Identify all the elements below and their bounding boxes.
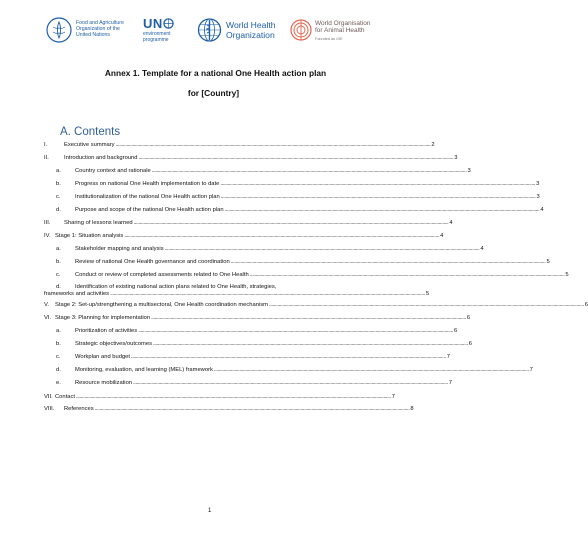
annex-subtitle: for [Country] xyxy=(187,88,240,98)
toc-entry-number: d. xyxy=(56,367,61,373)
toc-entry-page: 5 xyxy=(546,259,550,265)
toc-entry-page: 4 xyxy=(480,246,484,252)
toc-entry[interactable] xyxy=(44,394,395,401)
toc-entry-page: 3 xyxy=(467,168,471,174)
toc-entry-page: 6 xyxy=(466,315,471,321)
woah-logo xyxy=(288,16,403,50)
toc-entry-page: 7 xyxy=(391,394,395,400)
toc-entry[interactable] xyxy=(44,155,458,162)
toc-entry[interactable] xyxy=(44,406,414,413)
toc-entry-number: d. xyxy=(56,284,61,290)
who-name: World Health Organization xyxy=(226,20,276,40)
toc-entry[interactable] xyxy=(44,354,450,361)
toc-entry-label xyxy=(56,168,151,175)
toc-entry-text: frameworks and activities xyxy=(44,291,110,297)
toc-entry-number: c. xyxy=(56,194,61,200)
toc-entry-page: 6 xyxy=(453,328,458,334)
toc-entry-number: b. xyxy=(56,341,61,347)
toc-leader-dots: .................................................................................................................................................................................................................................................................... xyxy=(110,291,425,297)
toc-entry-page: 6 xyxy=(468,341,472,347)
toc-entry-text: Stage 1: Situation analysis xyxy=(55,233,124,239)
toc-entry-label xyxy=(44,233,123,240)
toc-entry-page: 3 xyxy=(536,194,540,200)
toc-entry-text: Stage 2: Set-up/strengthening a multisectoral, One Health coordination mechanism xyxy=(55,302,268,308)
toc-entry-label xyxy=(44,155,137,162)
toc-entry[interactable] xyxy=(44,315,471,322)
toc-entry-page: 2 xyxy=(431,142,435,148)
toc-leader-dots: .................................................................................................................................................................................................................................................................... xyxy=(124,233,440,239)
toc-entry-number: a. xyxy=(56,246,61,252)
toc-entry-label xyxy=(44,220,133,227)
toc-entry-text: Executive summary xyxy=(64,142,115,148)
toc-entry-number: VI. xyxy=(44,315,52,321)
toc-entry-label xyxy=(56,367,213,374)
toc-entry-number: d. xyxy=(56,207,61,213)
toc-entry-number: b. xyxy=(56,259,61,265)
toc-entry-number: V. xyxy=(44,302,49,308)
toc-entry-label xyxy=(44,394,75,401)
toc-leader-dots: .................................................................................................................................................................................................................................................................... xyxy=(131,354,446,360)
fao-emblem-icon xyxy=(46,16,72,44)
toc-entry-label xyxy=(56,207,224,214)
toc-entry[interactable] xyxy=(44,284,374,291)
toc-entry-number: VIII. xyxy=(44,406,55,412)
toc-leader-dots: .................................................................................................................................................................................................................................................................... xyxy=(213,367,529,373)
toc-entry-label xyxy=(56,380,132,387)
toc-entry[interactable] xyxy=(44,272,569,279)
toc-entry-label xyxy=(56,284,276,291)
toc-entry-label xyxy=(56,354,130,361)
toc-entry-label xyxy=(56,181,219,188)
toc-entry-text: Contact xyxy=(55,394,75,400)
toc-entry-text: Monitoring, evaluation, and learning (MEL) framework xyxy=(75,367,213,373)
toc-leader-dots: .................................................................................................................................................................................................................................................................... xyxy=(138,328,453,334)
toc-entry-number: II. xyxy=(44,155,49,161)
toc-leader-dots: .................................................................................................................................................................................................................................................................... xyxy=(94,406,410,412)
toc-entry-text: Stage 3: Planning for implementation xyxy=(55,315,151,321)
toc-entry-page: 4 xyxy=(440,233,444,239)
toc-entry-text: Prioritization of activities xyxy=(75,328,138,334)
toc-entry[interactable] xyxy=(44,181,540,188)
toc-entry[interactable] xyxy=(44,168,471,175)
toc-entry-page: 7 xyxy=(529,367,533,373)
toc-leader-dots: .................................................................................................................................................................................................................................................................... xyxy=(249,272,565,278)
toc-entry-label xyxy=(44,315,150,322)
toc-entry-text: References xyxy=(64,406,94,412)
toc-entry-text: Country context and rationale xyxy=(75,168,151,174)
toc-entry-number: a. xyxy=(56,328,61,334)
toc-entry-label xyxy=(44,142,115,149)
woah-founded: Founded as OIE xyxy=(315,36,343,41)
toc-entry-label xyxy=(44,291,109,298)
toc-entry-label xyxy=(56,328,137,335)
toc-entry-number: III. xyxy=(44,220,51,226)
toc-leader-dots: .................................................................................................................................................................................................................................................................... xyxy=(133,220,449,226)
toc-entry-page: 8 xyxy=(410,406,414,412)
toc-leader-dots: .................................................................................................................................................................................................................................................................... xyxy=(224,207,540,213)
toc-entry-text: Review of national One Health governance and coordination xyxy=(75,259,230,265)
toc-leader-dots: .................................................................................................................................................................................................................................................................... xyxy=(220,181,536,187)
toc-entry-number: c. xyxy=(56,354,61,360)
toc-leader-dots: .................................................................................................................................................................................................................................................................... xyxy=(133,380,448,386)
toc-leader-dots: .................................................................................................................................................................................................................................................................... xyxy=(153,341,468,347)
page-number: 1 xyxy=(208,508,212,514)
toc-entry-page: 5 xyxy=(565,272,569,278)
toc-entry-label xyxy=(44,302,268,309)
unep-logo xyxy=(143,16,203,50)
toc-entry-number: e. xyxy=(56,380,61,386)
toc-entry-label xyxy=(56,341,152,348)
toc-entry-page: 7 xyxy=(446,354,450,360)
toc-entry-page: 6 xyxy=(584,302,588,308)
toc-entry-page: 3 xyxy=(536,181,540,187)
toc-entry[interactable] xyxy=(44,220,453,227)
who-emblem-icon xyxy=(196,16,223,44)
logo-bar xyxy=(46,16,401,50)
toc-entry-label xyxy=(56,194,220,201)
toc-entry-page: 7 xyxy=(448,380,453,386)
unep-name: environment programme xyxy=(143,31,171,43)
toc-entry[interactable] xyxy=(44,328,458,335)
fao-name: Food and Agriculture Organization of the United Nations xyxy=(76,20,124,39)
annex-title: Annex 1. Template for a national One Health action plan xyxy=(104,68,327,78)
woah-emblem-icon xyxy=(288,16,314,44)
toc-entry-number: b. xyxy=(56,181,61,187)
toc-entry[interactable] xyxy=(44,380,453,387)
toc-leader-dots: .................................................................................................................................................................................................................................................................... xyxy=(269,302,584,308)
toc-entry[interactable] xyxy=(44,302,588,309)
toc-entry[interactable] xyxy=(44,367,533,374)
toc-leader-dots: .................................................................................................................................................................................................................................................................... xyxy=(151,168,467,174)
toc-leader-dots: .................................................................................................................................................................................................................................................................... xyxy=(151,315,466,321)
toc-entry[interactable] xyxy=(44,207,544,214)
who-logo xyxy=(196,16,276,50)
toc-leader-dots: .................................................................................................................................................................................................................................................................... xyxy=(230,259,546,265)
toc-entry-text: Stakeholder mapping and analysis xyxy=(75,246,164,252)
toc-leader-dots: .................................................................................................................................................................................................................................................................... xyxy=(115,142,431,148)
toc-entry-text: Conduct or review of completed assessments related to One Health xyxy=(75,272,249,278)
toc-entry-label xyxy=(56,259,230,266)
toc-leader-dots: .................................................................................................................................................................................................................................................................... xyxy=(75,394,391,400)
toc-entry-label xyxy=(44,406,94,413)
toc-entry-page: 4 xyxy=(540,207,544,213)
toc-entry-number: I. xyxy=(44,142,48,148)
toc-entry-page: 3 xyxy=(454,155,458,161)
toc-entry-text: Institutionalization of the national One Health action plan xyxy=(75,194,220,200)
toc-entry-text: Workplan and budget xyxy=(75,354,131,360)
toc-leader-dots: .................................................................................................................................................................................................................................................................... xyxy=(220,194,536,200)
toc-entry-page: 5 xyxy=(425,291,430,297)
contents-heading: A. Contents xyxy=(60,126,121,138)
toc-entry[interactable] xyxy=(44,291,430,298)
toc-leader-dots: .................................................................................................................................................................................................................................................................... xyxy=(138,155,454,161)
toc-entry-number: c. xyxy=(56,272,61,278)
toc-entry-text: Sharing of lessons learned xyxy=(64,220,133,226)
toc-entry-text: Progress on national One Health implementation to date xyxy=(75,181,220,187)
toc-entry-text: Strategic objectives/outcomes xyxy=(75,341,153,347)
unep-globe-icon xyxy=(163,18,174,29)
toc-entry-text: Purpose and scope of the national One Health action plan xyxy=(75,207,224,213)
unep-mark: UN xyxy=(143,16,163,31)
toc-entry-label xyxy=(56,246,164,253)
toc-entry[interactable] xyxy=(44,246,484,253)
toc-entry-text: Introduction and background xyxy=(64,155,138,161)
toc-entry-label xyxy=(56,272,249,279)
toc-entry-page: 4 xyxy=(449,220,453,226)
toc-entry-number: VII. xyxy=(44,394,53,400)
woah-name-text: World Organisation for Animal Health xyxy=(315,20,371,35)
toc-entry[interactable] xyxy=(44,194,540,201)
toc-entry[interactable] xyxy=(44,341,472,348)
woah-name xyxy=(315,20,405,43)
toc-entry[interactable] xyxy=(44,142,435,149)
toc-entry-number: IV. xyxy=(44,233,51,239)
toc-entry[interactable] xyxy=(44,233,444,240)
toc-entry-number: a. xyxy=(56,168,61,174)
toc-entry[interactable] xyxy=(44,259,550,266)
toc-leader-dots: .................................................................................................................................................................................................................................................................... xyxy=(164,246,480,252)
toc-entry-text: Resource mobilization xyxy=(75,380,133,386)
toc-entry-text: Identification of existing national action plans related to One Health, strategies, xyxy=(75,284,277,290)
